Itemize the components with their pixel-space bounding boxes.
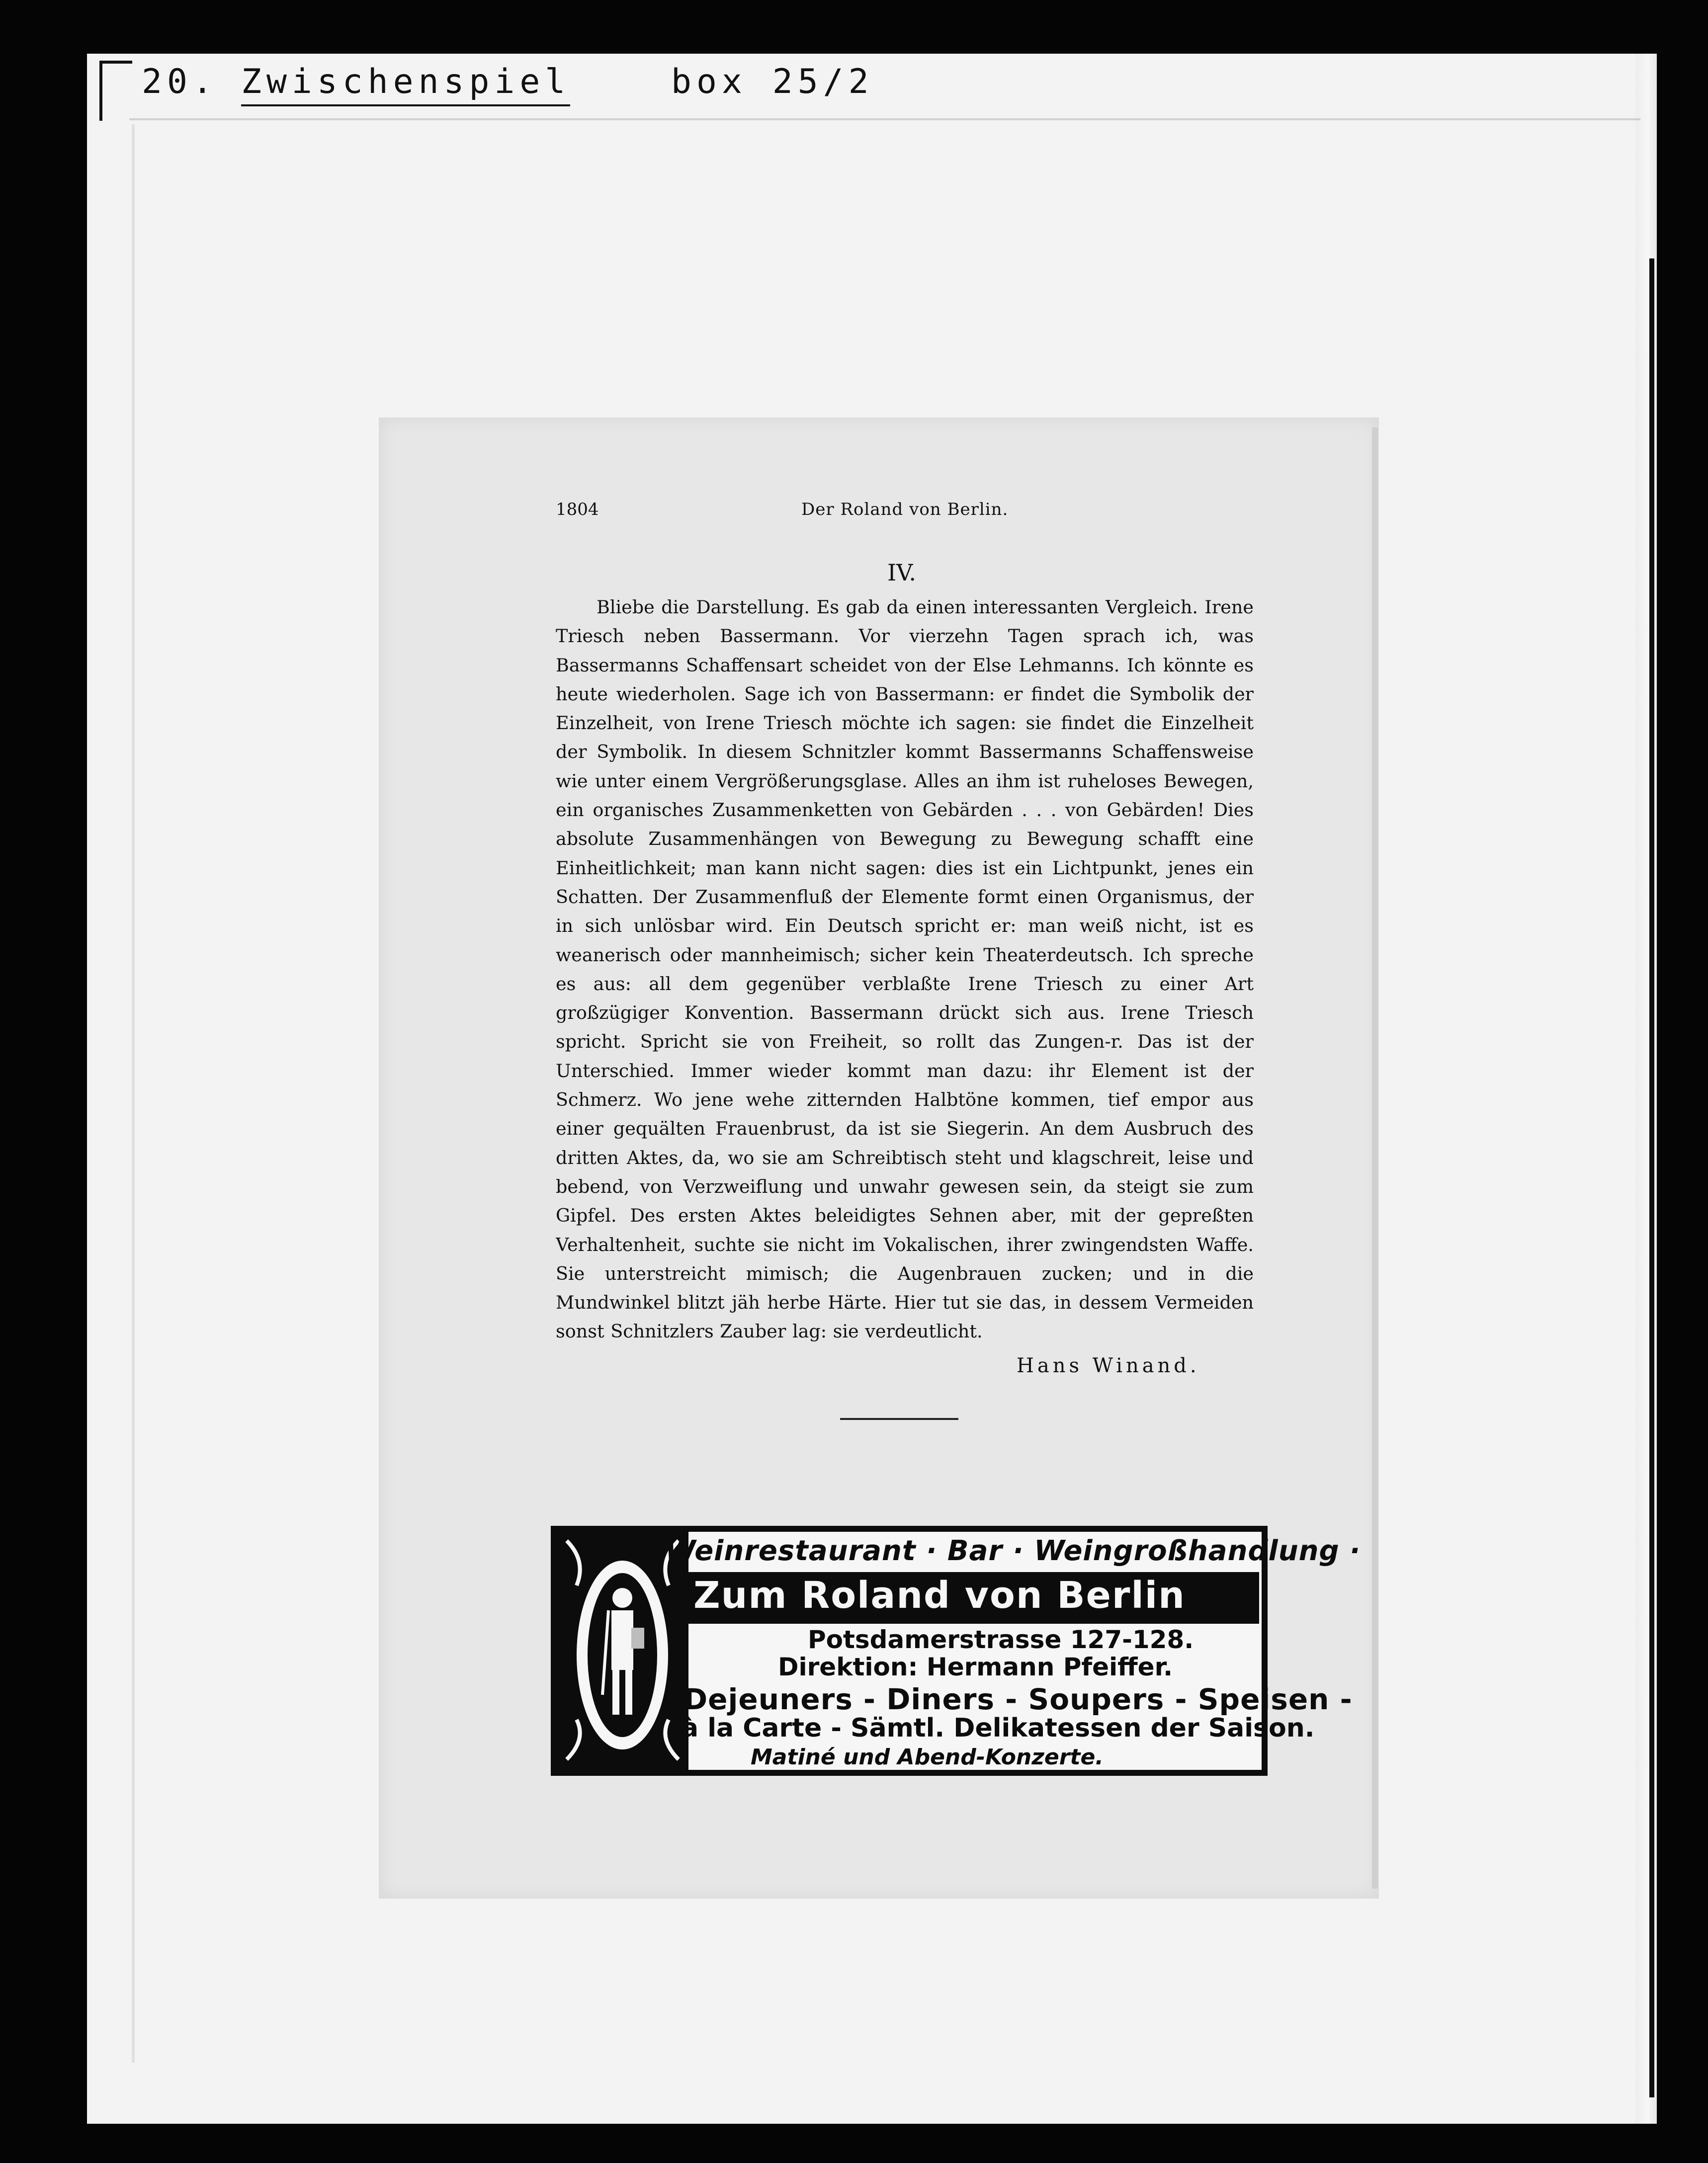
section-divider [840, 1418, 958, 1420]
ad-meals: Dejeuners - Diners - Soupers - Speisen - [683, 1682, 1353, 1716]
sheet-right-border [1649, 258, 1654, 2097]
article-body: Bliebe die Darstellung. Es gab da einen interessanten Vergleich. Irene Triesch neben Bassermann. Vor vierzehn Tagen sprach ich, was Bassermanns Schaffensart scheidet von der Else Lehmanns. Ich könnte es heute wiederholen. Sage ich von Bassermann: er findet die Symbolik der Einzelheit, von Irene Triesch möchte ich sagen: sie findet die Einzelheit der Symbolik. In diesem Schnitzler kommt Bassermanns Schaffensweise wie unter einem Vergrößerungsglase. Alles an ihm ist ruheloses Bewegen, ein organisches Zusammenketten von Gebärden . . . von Gebärden! Dies absolute Zusammenhängen von Bewegung zu Bewegung schafft eine Einheitlichkeit; man kann nicht sagen: dies ist ein Lichtpunkt, jenes ein Schatten. Der Zusammenfluß der Elemente formt einen Organismus, der in sich unlösbar wird. Ein Deutsch spricht er: man weiß nicht, ist es weanerisch oder mannheimisch; sicher kein Theaterdeutsch. Ich spreche es aus: all dem gegenüber verblaßte Irene Triesch zu einer Art großzügiger Konvention. Bassermann drückt sich aus. Irene Triesch spricht. Spricht sie von Freiheit, so rollt das Zungen-r. Das ist der Unterschied. Immer wieder kommt man dazu: ihr Element ist der Schmerz. Wo jene wehe zitternden Halbtöne kommen, tief empor aus einer gequälten Frauenbrust, da ist sie Siegerin. An dem Ausbruch des dritten Aktes, da, wo sie am Schreibtisch steht und klagschreit, leise und bebend, von Verzweiflung und unwahr gewesen sein, da steigt sie zum Gipfel. Des ersten Aktes beleidigtes Sehnen aber, mit der gepreßten Verhaltenheit, suchte sie nicht im Vokalischen, ihrer zwingendsten Waffe. Sie unterstreicht mimisch; die Augenbrauen zucken; und in die Mundwinkel blitzt jäh herbe Härte. Hier tut sie das, in dessem Vermeiden sonst Schnitzlers Zauber lag: sie verdeutlicht. [556, 596, 1254, 1342]
section-number: IV. [887, 559, 916, 586]
page-number: 1804 [556, 499, 599, 519]
folder-number: 20. [142, 62, 218, 101]
folder-title: Zwischenspiel [241, 60, 570, 106]
ad-restaurant-name: Zum Roland von Berlin [693, 1574, 1186, 1617]
ad-address: Potsdamerstrasse 127-128. [808, 1625, 1194, 1654]
running-head: Der Roland von Berlin. [801, 499, 1009, 519]
ad-concerts: Matiné und Abend-Konzerte. [751, 1745, 1104, 1770]
ad-direction: Direktion: Hermann Pfeiffer. [778, 1653, 1173, 1681]
header-rule [129, 118, 1640, 120]
left-margin-line [132, 124, 135, 2063]
box-label: box 25/2 [671, 62, 874, 101]
clipping-edge [1372, 427, 1378, 1889]
ad-menu: à la Carte - Sämtl. Delikatessen der Saison. [681, 1713, 1315, 1743]
author-signature: Hans Winand. [1017, 1354, 1200, 1377]
corner-mark [99, 61, 132, 121]
ad-business-type: Weinrestaurant · Bar · Weingroßhandlung · [665, 1535, 1361, 1567]
